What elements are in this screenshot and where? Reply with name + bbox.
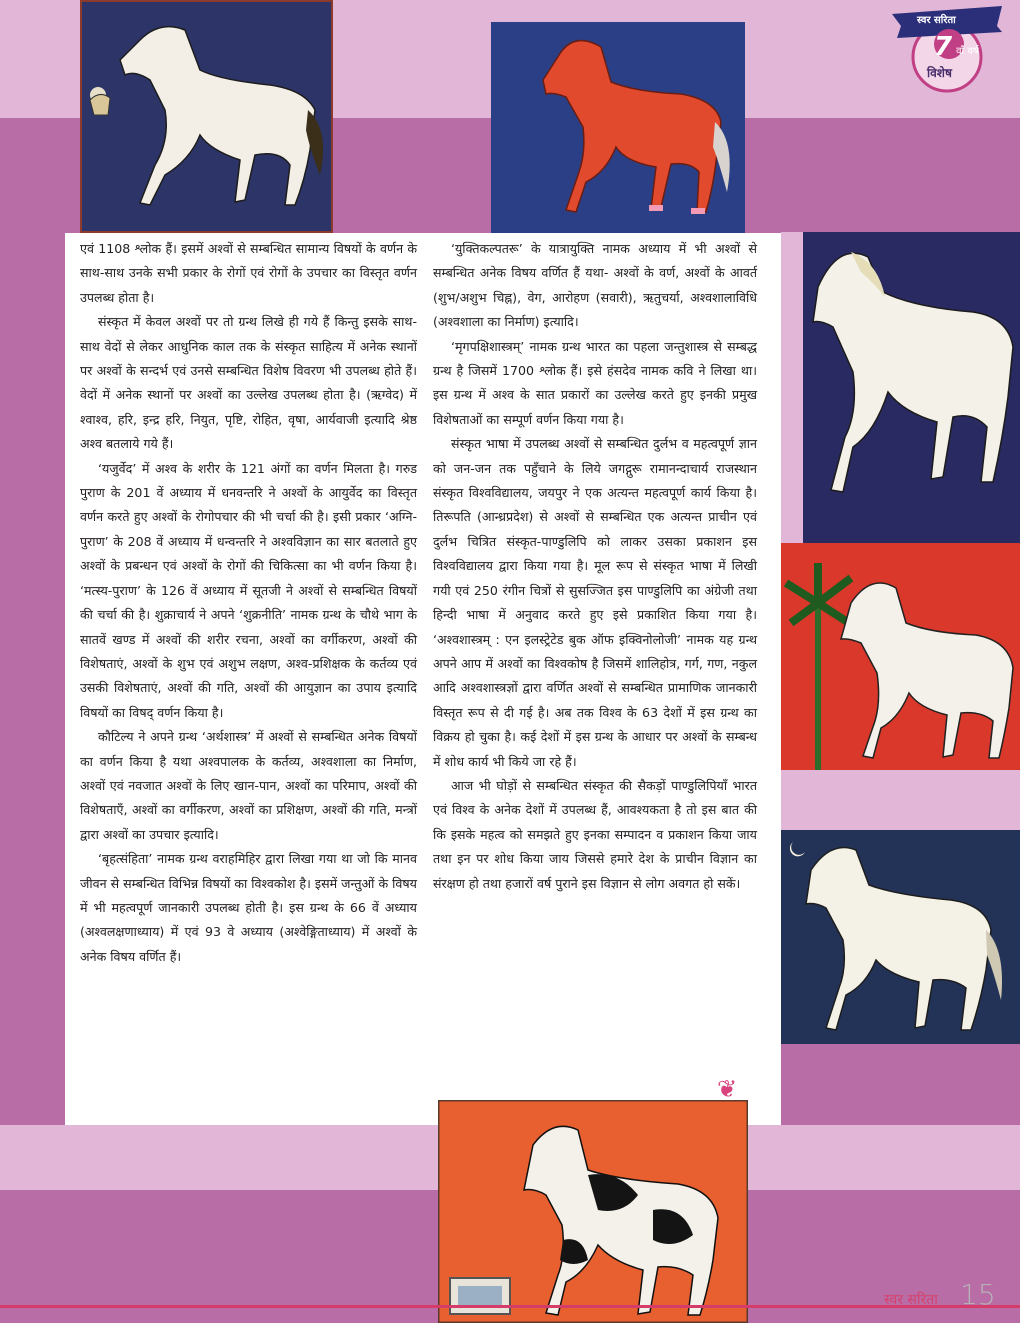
badge-vishesh: विशेष [927, 66, 952, 80]
footer-brand: स्वर सरिता [884, 1292, 938, 1308]
painting-piebald-horse [438, 1100, 748, 1323]
page-number: 15 [960, 1278, 996, 1311]
painting-white-horse-right [803, 232, 1020, 543]
badge-brand: स्वर सरिता [917, 15, 956, 26]
painting-white-horse-palm [781, 543, 1020, 770]
anniversary-badge [887, 2, 1007, 94]
badge-number: 7 [934, 32, 953, 62]
horse-illustration-icon [438, 1100, 748, 1323]
paragraph: ‘युक्तिकल्पतरू’ के यात्रायुक्ति नामक अध्याय में भी अश्वों से सम्बन्धित अनेक विषय वर्णित हैं यथा- अश्वों के वर्ण, अश्वों के आवर्त (शुभ/अशुभ चिह्न), वेग, आरोहण (सवारी), ऋतुचर्या, अश्वशालाविधि (अश्वशाला का निर्माण) इत्यादि। [433, 241, 757, 330]
horse-illustration-icon [781, 830, 1020, 1044]
badge-varsh: वाँ वर्ष [956, 46, 979, 57]
paragraph: ‘यजुर्वेद’ में अश्व के शरीर के 121 अंगों का वर्णन मिलता है। गरुड पुराण के 201 वें अध्याय में धनवन्तरि ने अश्वों के आयुर्वेद का विस्तृत वर्णन करते हुए अश्वों के रोगोपचार की भी चर्चा की है। इसी प्रकार ‘अग्नि-पुराण’ के 208 वें अध्याय में धन्वन्तरि ने अश्वविज्ञान का सार बतलाते हुए अश्वों के प्रबन्धन एवं अश्वों के रोगों की चिकित्सा का भी वर्णन किया है। ‘मत्स्य-पुराण’ के 126 वें अध्याय में सूतजी ने अश्वों से सम्बन्धित विषयों की चर्चा की है। शुक्राचार्य ने अपने ‘शुक्रनीति’ नामक ग्रन्थ के चौथे भाग के सातवें खण्ड में अश्वों की शरीर रचना, अश्वों का वर्गीकरण, अश्वों की विशेषताएं, अश्वों के शुभ एवं अशुभ लक्षण, अश्व-प्रशिक्षक के कर्तव्य एवं उसकी विशेषताएं, अश्वों की गति, अश्वों की आयुज्ञान का उपाय इत्यादि विषयों का विषद् वर्णन किया है। [80, 460, 417, 720]
horse-illustration-icon [803, 232, 1020, 543]
horse-illustration-icon [80, 0, 333, 233]
paragraph: ‘बृहत्संहिता’ नामक ग्रन्थ वराहमिहिर द्वारा लिखा गया था जो कि मानव जीवन से सम्बन्धित विभिन्न विषयों का विश्वकोश है। इसमें जन्तुओं के विषय में भी महत्वपूर्ण जानकारी उपलब्ध होती है। इस ग्रन्थ के 66 वें अध्याय (अश्वलक्षणाध्याय) में एवं 93 वे अध्याय (अश्वेङ्गिताध्याय) में अश्वों के अनेक विषय वर्णित हैं। [80, 851, 417, 964]
painting-white-horse-bird [80, 0, 333, 233]
horse-illustration-icon [781, 543, 1020, 770]
painting-red-horse [491, 22, 745, 233]
paragraph: आज भी घोड़ों से सम्बन्धित संस्कृत की सैकड़ों पाण्डुलिपियाँ भारत एवं विश्व के अनेक देशों में उपलब्ध हैं, आवश्यकता है तो इस बात की कि इसके महत्व को समझते हुए इनका सम्पादन व प्रकाशन किया जाय तथा इन पर शोध किया जाय जिससे हमारे देश के प्राचीन विज्ञान का संरक्षण हो तथा हजारों वर्ष पुराने इस विज्ञान से लोग अवगत हो सकें। [433, 777, 757, 891]
painting-white-horse-moon [781, 830, 1020, 1044]
footer-rule [0, 1305, 1020, 1308]
paragraph: एवं 1108 श्लोक हैं। इसमें अश्वों से सम्बन्धित सामान्य विषयों के वर्णन के साथ-साथ उनके सभी प्रकार के रोगों एवं रोगों के उपचार का विस्तृत वर्णन उपलब्ध होता है। [80, 241, 417, 305]
paragraph: ‘मृगपक्षिशास्त्रम्’ नामक ग्रन्थ भारत का पहला जन्तुशास्त्र से सम्बद्ध ग्रन्थ है जिसमें 1700 श्लोक हैं। इसे हंसदेव नामक कवि ने लिखा था। इस ग्रन्थ में अश्व के सात प्रकारों का उल्लेख करते हुए इनकी प्रमुख विशेषताओं का सम्पूर्ण वर्णन किया गया है। [433, 338, 757, 427]
paragraph: संस्कृत भाषा में उपलब्ध अश्वों से सम्बन्धित दुर्लभ व महत्वपूर्ण ज्ञान को जन-जन तक पहुँचाने के लिये जगद्गुरू रामानन्दाचार्य राजस्थान संस्कृत विश्वविद्यालय, जयपुर ने एक अत्यन्त महत्वपूर्ण कार्य किया है। तिरूपति (आन्ध्रप्रदेश) से अश्वों से सम्बन्धित एक अत्यन्त प्राचीन एवं दुर्लभ चित्रित संस्कृत-पाण्डुलिपि को लाकर उसका प्रकाशन इस विश्वविद्यालय द्वारा किया गया है। मूल रूप से संस्कृत भाषा में लिखी गयी एवं 250 रंगीन चित्रों से सुसज्जित इस पाण्डुलिपि का अंग्रेजी तथा हिन्दी भाषा में अनुवाद करते हुए इसे प्रकाशित किया गया है। ‘अश्वशास्त्रम् : एन इलस्ट्रेटेड बुक ऑफ इक्विनोलोजी’ नामक यह ग्रन्थ अपने आप में अश्वों का विश्वकोष है जिसमें शालिहोत्र, गर्ग, गण, नकुल आदि अश्वशास्त्रज्ञों द्वारा वर्णित अश्वों से सम्बन्धित प्रामाणिक जानकारी विस्तृत रूप से दी गई है। अब तक विश्व के 63 देशों में इस ग्रन्थ का विक्रय हो चुका है। कई देशों में इस ग्रन्थ के आधार पर अश्वों के सम्बन्ध में शोध कार्य भी किये जा रहे हैं। [433, 436, 757, 769]
horse-illustration-icon [491, 22, 745, 233]
end-ornament-icon: ❦ [717, 1075, 738, 1103]
paragraph: कौटिल्य ने अपने ग्रन्थ ‘अर्थशास्त्र’ में अश्वों से सम्बन्धित अनेक विषयों का वर्णन किया है यथा अश्वपालक के कर्तव्य, अश्वशाला का निर्माण, अश्वों एवं नवजात अश्वों के लिए खान-पान, अश्वों का परिमाप, अश्वों की विशेषताएँ, अश्वों का वर्गीकरण, अश्वों का प्रशिक्षण, अश्वों की गति, मन्त्रों द्वारा अश्वों का उपचार इत्यादि। [80, 729, 417, 842]
right-column [433, 237, 757, 896]
right-band-lower [781, 770, 1020, 830]
paragraph: संस्कृत में केवल अश्वों पर तो ग्रन्थ लिखे ही गये हैं किन्तु इसके साथ-साथ वेदों से लेकर आधुनिक काल तक के संस्कृत साहित्य में अनेक स्थानों पर अश्वों के सन्दर्भ एवं उनसे सम्बन्धित विशेष विवरण भी उपलब्ध होते हैं। वेदों में अनेक स्थानों पर अश्वों का उल्लेख उपलब्ध होता है। (ऋग्वेद) में श्वाश्व, हरि, इन्द्र हरि, नियुत, पृष्टि, रोहित, वृषा, आर्यवाजी इत्यादि श्रेष्ठ अश्व बतलाये गये हैं। [80, 314, 417, 452]
left-column [80, 237, 417, 969]
